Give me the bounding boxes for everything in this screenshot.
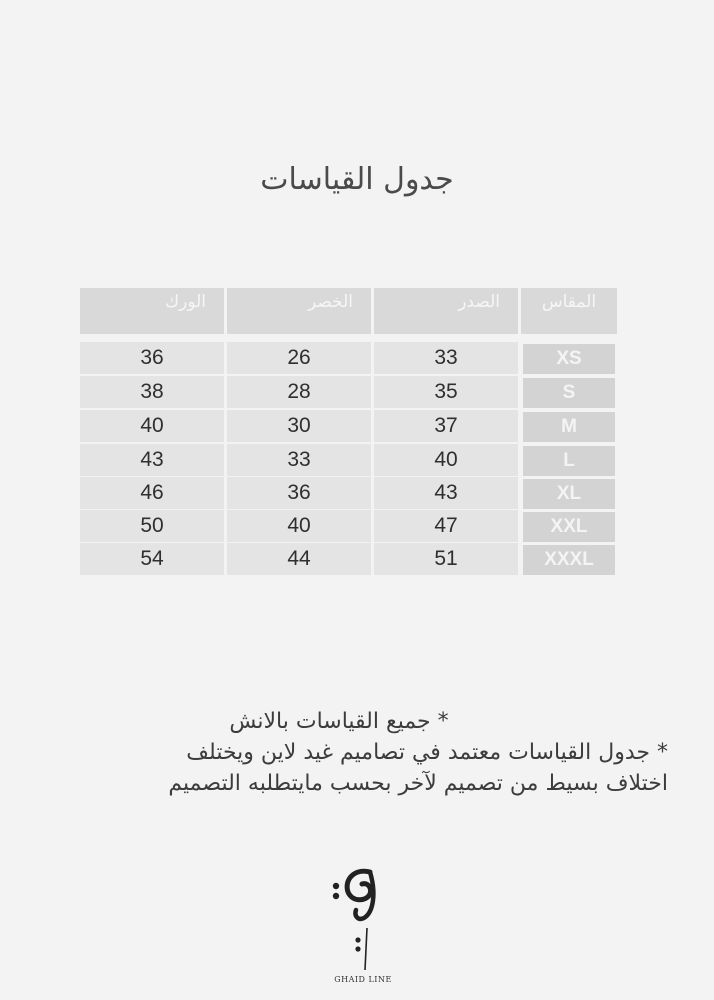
- header-chest: الصدر: [374, 288, 518, 334]
- brand-mark-icon: [318, 858, 408, 978]
- chest-cell: 51: [374, 543, 518, 575]
- table-row: [0, 410, 714, 442]
- notes: [40, 706, 668, 799]
- waist-cell: 36: [227, 477, 371, 509]
- waist-cell: 44: [227, 543, 371, 575]
- chest-cell: 47: [374, 510, 518, 542]
- page-title: جدول القياسات: [260, 162, 454, 197]
- size-cell: M: [523, 412, 615, 442]
- hip-cell: 54: [80, 543, 224, 575]
- table-header: [0, 288, 714, 334]
- brand-logo: [318, 858, 408, 988]
- waist-cell: 30: [227, 410, 371, 442]
- chest-cell: 43: [374, 477, 518, 509]
- table-row: [0, 543, 714, 575]
- chest-cell: 40: [374, 444, 518, 476]
- chest-cell: 35: [374, 376, 518, 408]
- size-cell: XXXL: [523, 545, 615, 575]
- header-size: المقاس: [521, 288, 617, 334]
- size-cell: S: [523, 378, 615, 408]
- table-row: [0, 477, 714, 509]
- size-cell: XL: [523, 479, 615, 509]
- hip-cell: 36: [80, 342, 224, 374]
- note-line: * جدول القياسات معتمد في تصاميم غيد لاين ويختلف: [186, 740, 668, 765]
- note-line: اختلاف بسيط من تصميم لآخر بحسب مايتطلبه التصميم: [168, 771, 668, 796]
- size-cell: L: [523, 446, 615, 476]
- header-hip: الورك: [80, 288, 224, 334]
- table-row: [0, 376, 714, 408]
- hip-cell: 40: [80, 410, 224, 442]
- hip-cell: 50: [80, 510, 224, 542]
- header-waist: الخصر: [227, 288, 371, 334]
- note-line: * جميع القياسات بالانش: [229, 709, 449, 734]
- chest-cell: 33: [374, 342, 518, 374]
- size-cell: XXL: [523, 512, 615, 542]
- table-row: [0, 342, 714, 374]
- table-row: [0, 510, 714, 542]
- size-cell: XS: [523, 344, 615, 374]
- waist-cell: 40: [227, 510, 371, 542]
- hip-cell: 46: [80, 477, 224, 509]
- waist-cell: 33: [227, 444, 371, 476]
- chest-cell: 37: [374, 410, 518, 442]
- waist-cell: 26: [227, 342, 371, 374]
- hip-cell: 43: [80, 444, 224, 476]
- hip-cell: 38: [80, 376, 224, 408]
- waist-cell: 28: [227, 376, 371, 408]
- brand-name: GHAID LINE: [334, 975, 392, 984]
- table-row: [0, 444, 714, 476]
